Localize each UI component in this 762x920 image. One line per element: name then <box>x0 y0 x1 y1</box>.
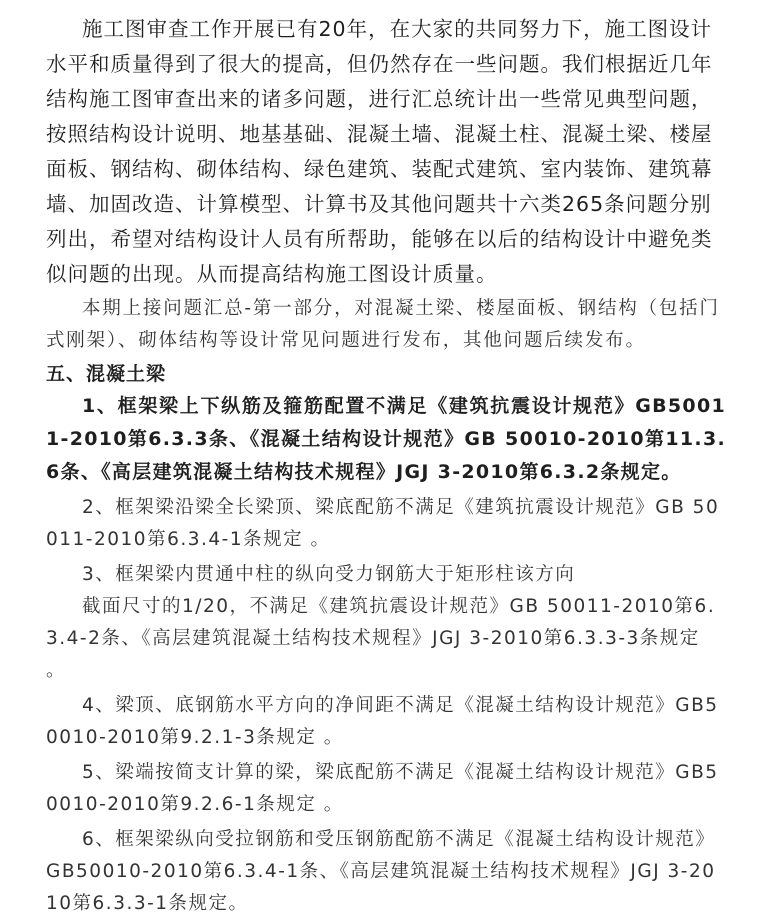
issue-item-1: 1、框架梁上下纵筋及箍筋配置不满足《建筑抗震设计规范》GB50011-2010第6.3.3条、《混凝土结构设计规范》GB 50010-2010第11.3.6条、《高层建筑混凝土结构技术规程》JGJ 3-2010第6.3.2条规定。 <box>46 395 726 483</box>
issue-item-6: 6、框架梁纵向受拉钢筋和受压钢筋配筋不满足《混凝土结构设计规范》GB50010-2010第6.3.4-1条、《高层建筑混凝土结构技术规程》JGJ 3-2010第6.3.3-1条规定。 <box>46 829 716 914</box>
issue-item-3-continued: 截面尺寸的1/20，不满足《建筑抗震设计规范》GB 50011-2010第6.3.4-2条、《高层建筑混凝土结构技术规程》JGJ 3-2010第6.3.3-3条规定 。 <box>46 596 716 681</box>
issue-item-5: 5、梁端按简支计算的梁，梁底配筋不满足《混凝土结构设计规范》GB50010-2010第9.2.6-1条规定 。 <box>46 762 719 815</box>
intro-paragraph: 施工图审查工作开展已有20年，在大家的共同努力下，施工图设计水平和质量得到了很大的提高，但仍然存在一些问题。我们根据近几年结构施工图审查出来的诸多问题，进行汇总统计出一些常见典型问题，按照结构设计说明、地基基础、混凝土墙、混凝土柱、混凝土梁、楼屋面板、钢结构、砌体结构、绿色建筑、装配式建筑、室内装饰、建筑幕墙、加固改造、计算模型、计算书及其他问题共十六类265条问题分别列出，希望对结构设计人员有所帮助，能够在以后的结构设计中避免类似问题的出现。从而提高结构施工图设计质量。 <box>46 17 713 286</box>
issue-item-4: 4、梁顶、底钢筋水平方向的净间距不满足《混凝土结构设计规范》GB50010-2010第9.2.1-3条规定 。 <box>46 695 719 748</box>
publication-notice: 本期上接问题汇总-第一部分，对混凝土梁、楼屋面板、钢结构（包括门式刚架）、砌体结构等设计常见问题进行发布，其他问题后续发布。 <box>46 298 720 351</box>
issue-item-2: 2、框架梁沿梁全长梁顶、梁底配筋不满足《建筑抗震设计规范》GB 50011-2010第6.3.4-1条规定 。 <box>46 497 720 550</box>
issue-item-3: 3、框架梁内贯通中柱的纵向受力钢筋大于矩形柱该方向 <box>82 564 576 585</box>
intro-section <box>46 12 726 292</box>
section-heading: 五、混凝土梁 <box>46 363 167 385</box>
